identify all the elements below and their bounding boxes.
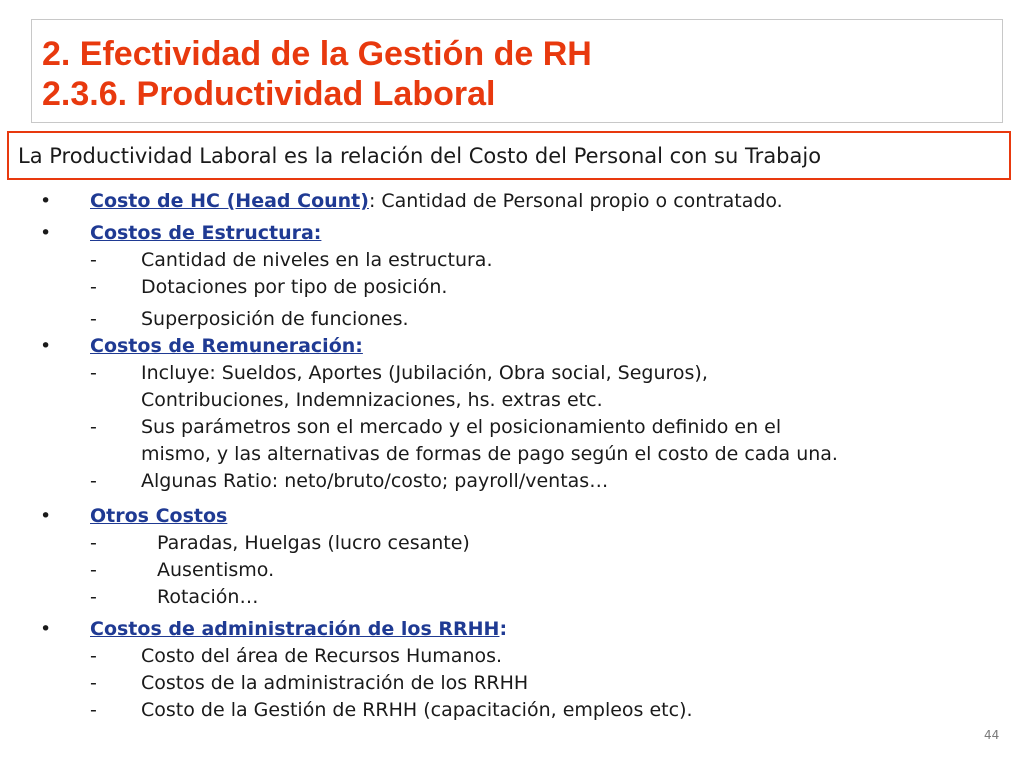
sub-item: - Dotaciones por tipo de posición.	[0, 274, 1000, 301]
list-item	[0, 220, 1000, 247]
dash-icon: -	[90, 470, 97, 492]
section-head-remuneracion[interactable]: Costos de Remuneración:	[90, 335, 363, 357]
dash-icon: -	[90, 416, 97, 438]
definition-text: La Productividad Laboral es la relación del Costo del Personal con su Trabajo	[18, 143, 822, 168]
bullet-icon: •	[40, 505, 52, 527]
sub-item: - Cantidad de niveles en la estructura.	[0, 247, 1000, 274]
title-line-2: 2.3.6. Productividad Laboral	[42, 75, 496, 113]
sub-item-continuation: Contribuciones, Indemnizaciones, hs. extras etc.	[141, 389, 603, 411]
dash-icon: -	[90, 559, 97, 581]
dash-icon: -	[90, 532, 97, 554]
sub-item-continuation: mismo, y las alternativas de formas de pago según el costo de cada una.	[141, 443, 838, 465]
sub-item: - Algunas Ratio: neto/bruto/costo; payroll/ventas…	[0, 468, 1000, 495]
sub-item: - Rotación…	[0, 584, 1000, 611]
title-line-1: 2. Efectividad de la Gestión de RH	[42, 35, 592, 73]
list-item	[0, 188, 1000, 215]
sub-item: - Costo de la Gestión de RRHH (capacitación, empleos etc).	[0, 697, 1000, 724]
sub-item: - Costo del área de Recursos Humanos.	[0, 643, 1000, 670]
section-head-estructura[interactable]: Costos de Estructura:	[90, 222, 322, 244]
section-head-otros[interactable]: Otros Costos	[90, 505, 228, 527]
section-head-administracion[interactable]: Costos de administración de los RRHH	[90, 618, 500, 640]
dash-icon: -	[90, 362, 97, 384]
dash-icon: -	[90, 699, 97, 721]
sub-item: - Sus parámetros son el mercado y el posicionamiento definido en el	[0, 414, 1000, 441]
dash-icon: -	[90, 308, 97, 330]
title-box	[31, 19, 1003, 123]
list-item	[0, 616, 1000, 643]
section-suffix: :	[499, 618, 508, 640]
bullet-icon: •	[40, 190, 52, 212]
section-head-hc[interactable]: Costo de HC (Head Count)	[90, 190, 369, 212]
sub-item: - Incluye: Sueldos, Aportes (Jubilación, Obra social, Seguros),	[0, 360, 1000, 387]
bullet-icon: •	[40, 618, 52, 640]
bullet-icon: •	[40, 222, 52, 244]
dash-icon: -	[90, 276, 97, 298]
list-item	[0, 333, 1000, 360]
page-number: 44	[984, 728, 1000, 742]
sub-item: - Paradas, Huelgas (lucro cesante)	[0, 530, 1000, 557]
sub-item: - Superposición de funciones.	[0, 306, 1000, 333]
dash-icon: -	[90, 586, 97, 608]
bullet-icon: •	[40, 335, 52, 357]
dash-icon: -	[90, 645, 97, 667]
sub-item: - Ausentismo.	[0, 557, 1000, 584]
list-item	[0, 503, 1000, 530]
dash-icon: -	[90, 672, 97, 694]
definition-box	[7, 131, 1011, 180]
dash-icon: -	[90, 249, 97, 271]
content-list	[0, 188, 1000, 724]
sub-item: - Costos de la administración de los RRHH	[0, 670, 1000, 697]
section-suffix: : Cantidad de Personal propio o contratado.	[368, 190, 783, 212]
